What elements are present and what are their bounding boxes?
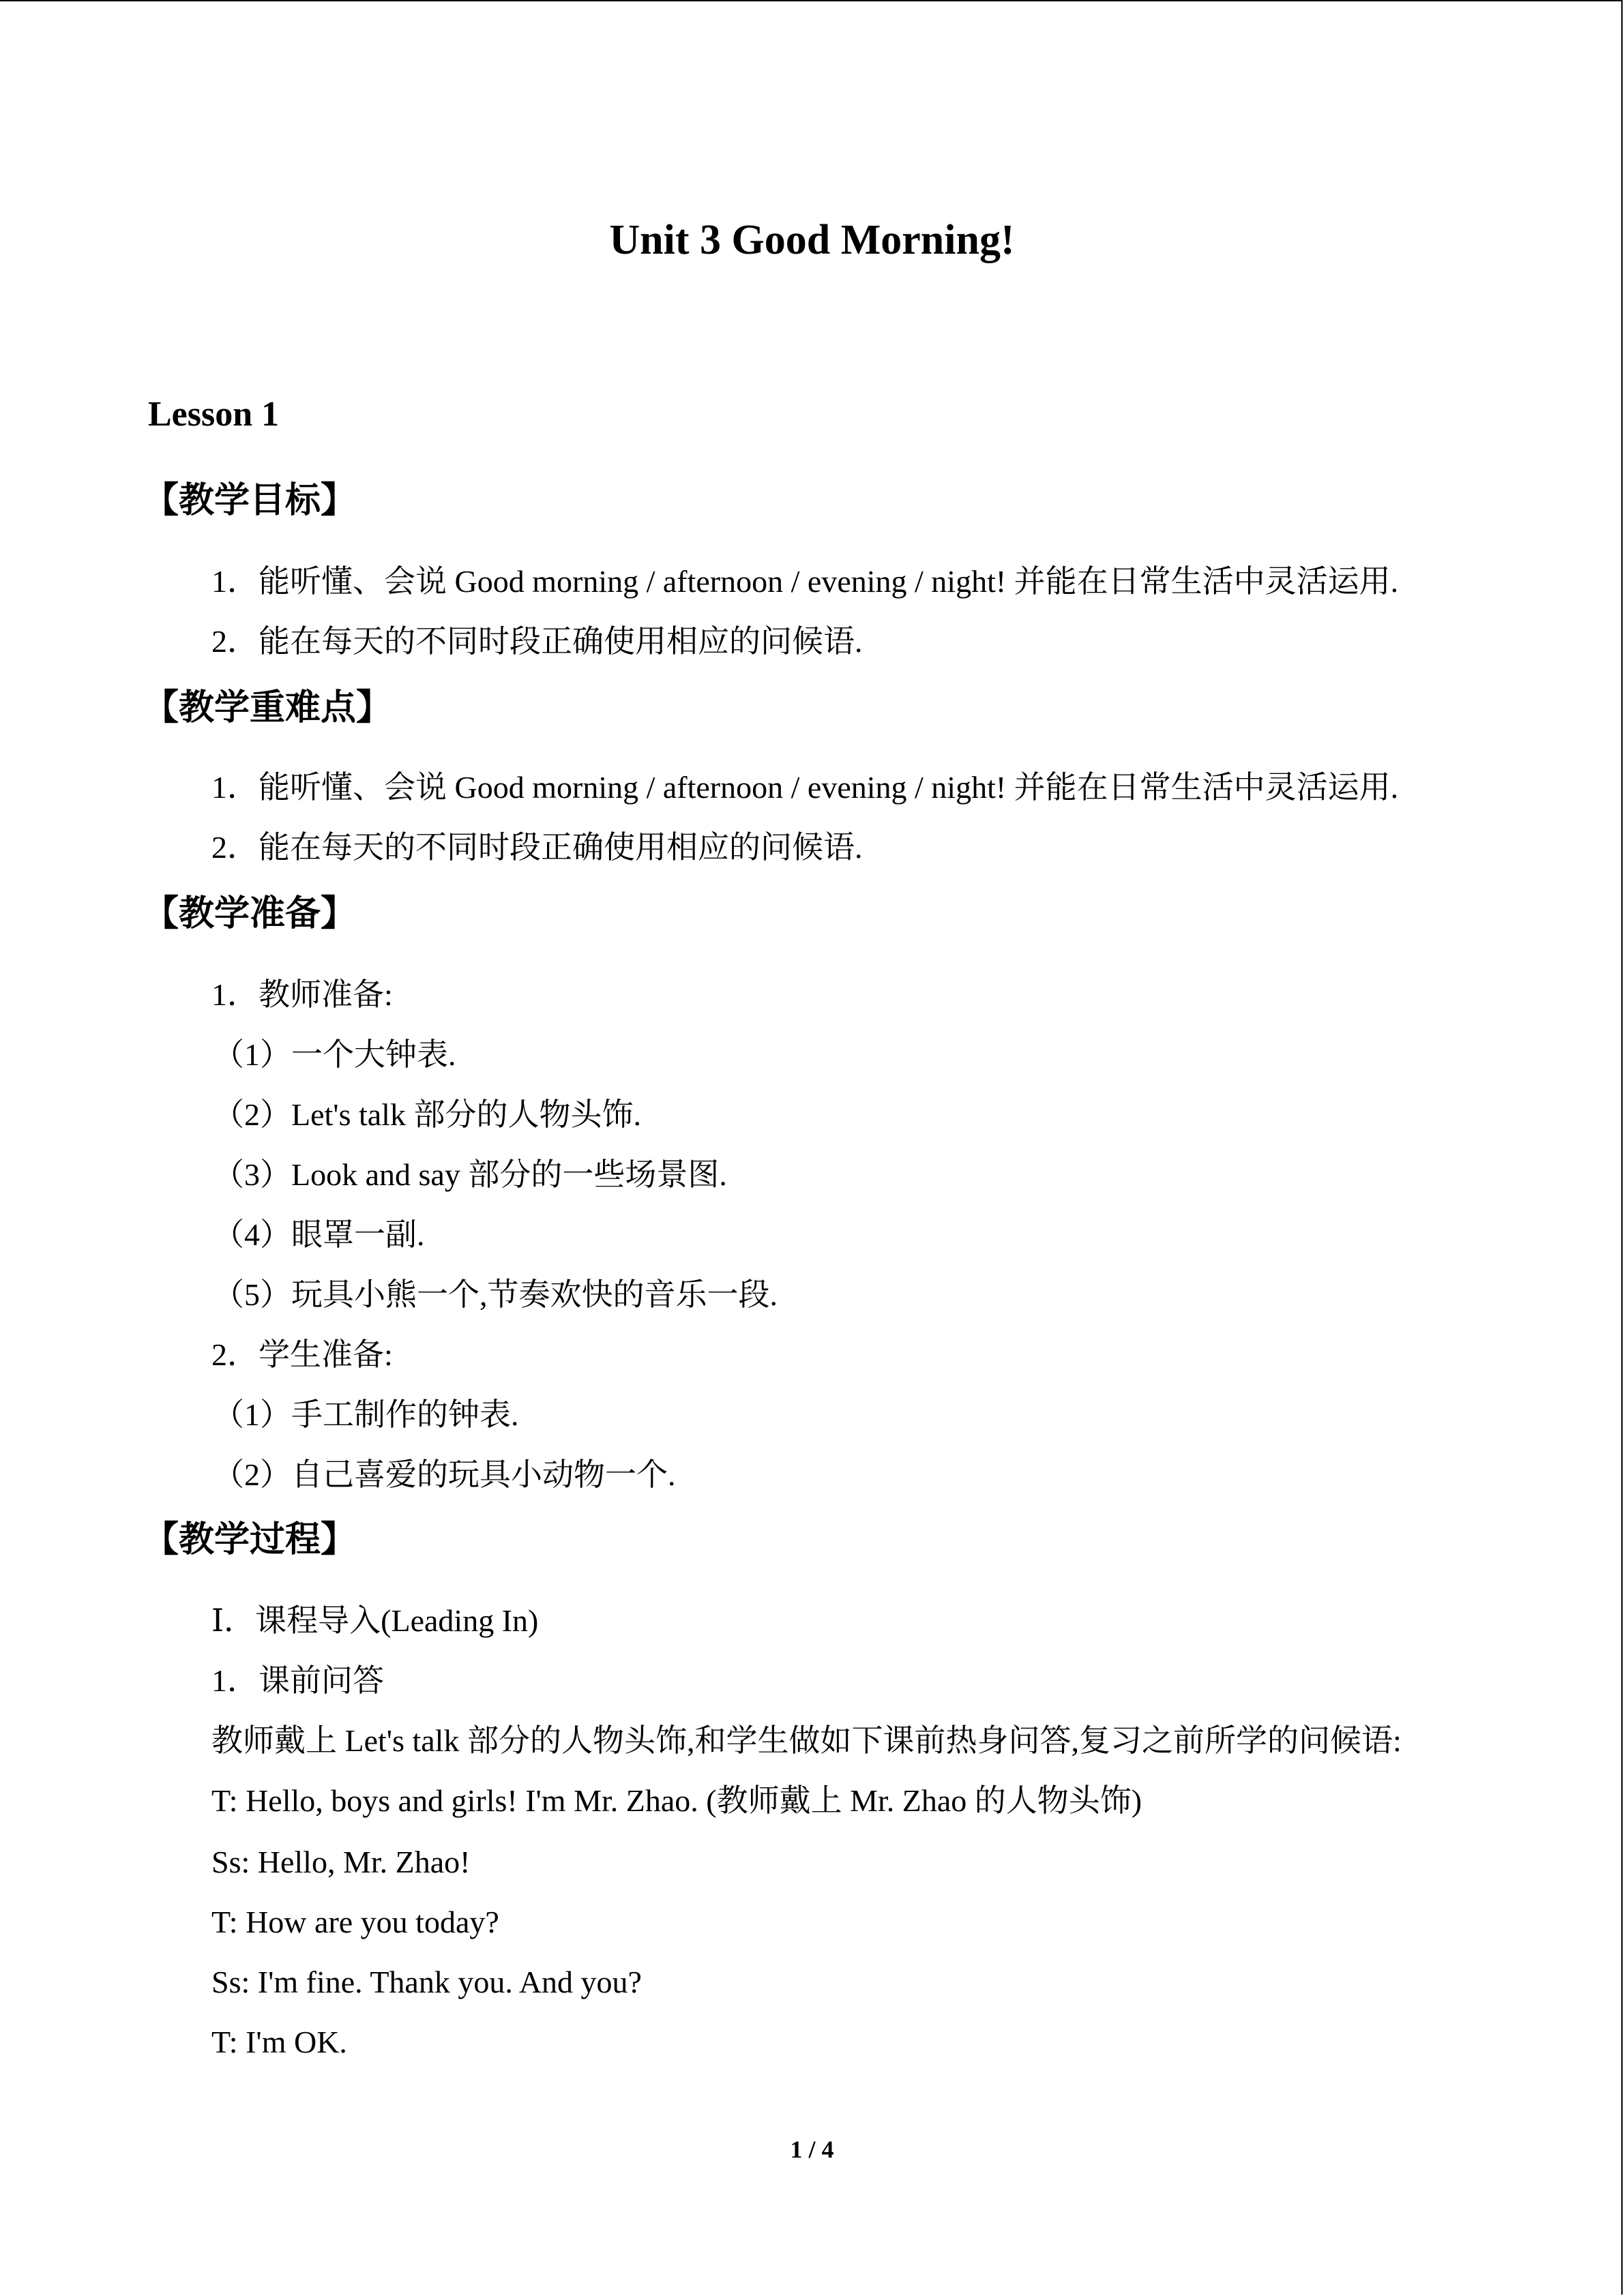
process-item-4: T: Hello, boys and girls! I'm Mr. Zhao. (教师戴上 Mr. Zhao 的人物头饰) [211,1783,1142,1818]
process-item-8: T: I'm OK. [211,2025,347,2059]
preparation-item-3: （2）Let's talk 部分的人物头饰. [213,1097,641,1132]
process-item-5: Ss: Hello, Mr. Zhao! [211,1845,471,1879]
page-number: 1 / 4 [790,2136,834,2163]
preparation-item-6: （5）玩具小熊一个,节奏欢快的音乐一段. [213,1277,778,1312]
preparation-item-1: 1．教师准备: [211,977,393,1012]
section-heading-key-points: 【教学重难点】 [143,687,392,728]
goals-item-2: 2．能在每天的不同时段正确使用相应的问候语. [211,624,863,659]
process-item-1: Ⅰ．课程导入(Leading In) [211,1603,539,1638]
preparation-item-9: （2）自己喜爱的玩具小动物一个. [213,1457,676,1492]
section-heading-process: 【教学过程】 [143,1519,357,1560]
process-item-3: 教师戴上 Let's talk 部分的人物头饰,和学生做如下课前热身问答,复习之前所学的问候语: [211,1723,1402,1758]
process-item-2: 1．课前问答 [211,1663,384,1698]
preparation-item-4: （3）Look and say 部分的一些场景图. [213,1157,727,1192]
preparation-item-7: 2．学生准备: [211,1337,393,1372]
document-title: Unit 3 Good Morning! [609,217,1015,263]
lesson-heading: Lesson 1 [148,395,280,434]
key-points-item-1: 1．能听懂、会说 Good morning / afternoon / evening / night! 并能在日常生活中灵活运用. [211,770,1399,805]
key-points-item-2: 2．能在每天的不同时段正确使用相应的问候语. [211,830,863,865]
process-item-6: T: How are you today? [211,1905,499,1939]
section-heading-preparation: 【教学准备】 [143,893,357,934]
preparation-item-2: （1）一个大钟表. [213,1037,456,1072]
section-heading-goals: 【教学目标】 [143,480,357,521]
preparation-item-5: （4）眼罩一副. [213,1217,425,1252]
process-item-7: Ss: I'm fine. Thank you. And you? [211,1965,642,1999]
goals-item-1: 1．能听懂、会说 Good morning / afternoon / evening / night! 并能在日常生活中灵活运用. [211,564,1399,599]
preparation-item-8: （1）手工制作的钟表. [213,1397,519,1432]
